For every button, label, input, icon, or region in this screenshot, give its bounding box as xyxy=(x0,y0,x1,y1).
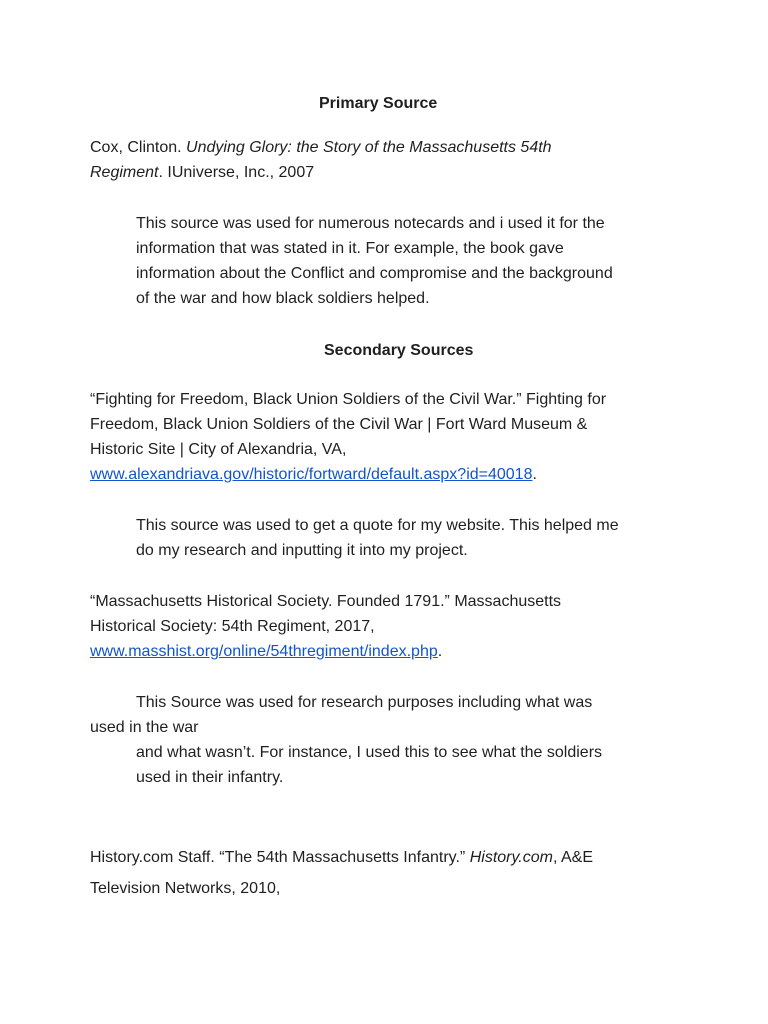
citation-author: Cox, Clinton. xyxy=(90,139,187,156)
period: . xyxy=(532,466,537,483)
primary-citation xyxy=(90,135,552,185)
primary-annotation xyxy=(136,211,613,311)
citation-title: Undying Glory: the Story of the Massachusetts 54th xyxy=(186,139,552,156)
annotation-line: information that was stated in it. For example, the book gave xyxy=(136,240,564,257)
citation-line: “Massachusetts Historical Society. Founded 1791.” Massachusetts xyxy=(90,593,562,610)
citation-text: , A&E xyxy=(552,849,593,866)
citation-text: History.com Staff. “The 54th Massachusetts Infantry.” xyxy=(90,849,470,866)
citation-line: Freedom, Black Union Soldiers of the Civil War | Fort Ward Museum & xyxy=(90,416,588,433)
citation-line: Television Networks, 2010, xyxy=(90,880,281,897)
citation-line: Historical Society: 54th Regiment, 2017, xyxy=(90,618,375,635)
annotation-line: This Source was used for research purposes including what was xyxy=(136,694,593,711)
citation-line xyxy=(90,842,593,873)
citation-line: Historic Site | City of Alexandria, VA, xyxy=(90,441,347,458)
primary-citation-line-2 xyxy=(90,160,552,185)
citation-line: “Fighting for Freedom, Black Union Soldiers of the Civil War.” Fighting for xyxy=(90,391,607,408)
annotation-line: used in the war xyxy=(90,719,199,736)
source1-citation xyxy=(90,387,606,487)
annotation-line: This source was used for numerous notecards and i used it for the xyxy=(136,215,605,232)
source1-link[interactable]: www.alexandriava.gov/historic/fortward/default.aspx?id=40018 xyxy=(90,466,533,483)
annotation-line: information about the Conflict and compromise and the background xyxy=(136,265,613,282)
citation-site: History.com xyxy=(469,849,553,866)
annotation-line: and what wasn’t. For instance, I used this to see what the soldiers xyxy=(136,744,603,761)
citation-link-line xyxy=(90,462,606,487)
source3-citation xyxy=(90,842,593,904)
primary-source-heading: Primary Source xyxy=(319,95,438,112)
annotation-line: of the war and how black soldiers helped. xyxy=(136,290,430,307)
annotation-line: used in their infantry. xyxy=(136,769,284,786)
annotation-line: This source was used to get a quote for my website. This helped me xyxy=(136,517,619,534)
primary-citation-line-1 xyxy=(90,135,552,160)
source2-annotation xyxy=(90,690,602,790)
secondary-sources-heading: Secondary Sources xyxy=(324,342,474,359)
citation-title-cont: Regiment xyxy=(90,164,159,181)
source2-link[interactable]: www.masshist.org/online/54thregiment/index.php xyxy=(90,643,438,660)
citation-link-line xyxy=(90,639,561,664)
source1-annotation xyxy=(136,513,619,563)
period: . xyxy=(437,643,443,660)
citation-publisher: . IUniverse, Inc., 2007 xyxy=(158,164,315,181)
annotation-line: do my research and inputting it into my project. xyxy=(136,542,468,559)
source2-citation xyxy=(90,589,561,664)
